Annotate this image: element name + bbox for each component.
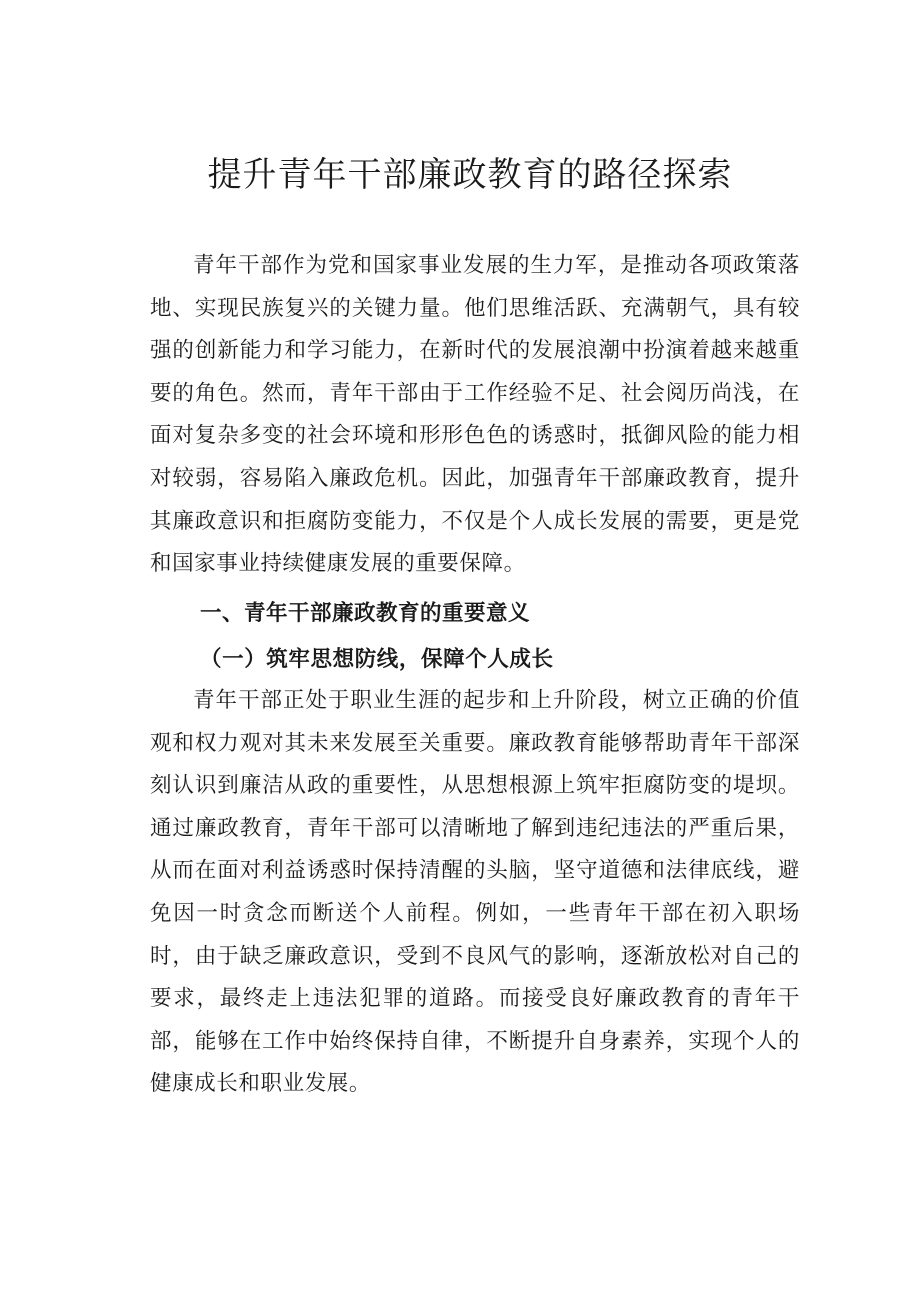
subsection-heading: （一）筑牢思想防线，保障个人成长	[200, 647, 554, 672]
intro-paragraph: 青年干部作为党和国家事业发展的生力军，是推动各项政策落地、实现民族复兴的关键力量。他们思维活跃、充满朝气，具有较强的创新能力和学习能力，在新时代的发展浪潮中扮演着越来越重要的角色。然而，青年干部由于工作经验不足、社会阅历尚浅，在面对复杂多变的社会环境和形形色色的诱惑时，抵御风险的能力相对较弱，容易陷入廉政危机。因此，加强青年干部廉政教育，提升其廉政意识和拒腐防变能力，不仅是个人成长发展的需要，更是党和国家事业持续健康发展的重要保障。	[150, 253, 800, 577]
document-title: 提升青年干部廉政教育的路径探索	[207, 155, 733, 195]
section-heading: 一、青年干部廉政教育的重要意义	[200, 601, 531, 626]
section-paragraph: 青年干部正处于职业生涯的起步和上升阶段，树立正确的价值观和权力观对其未来发展至关重要。廉政教育能够帮助青年干部深刻认识到廉洁从政的重要性，从思想根源上筑牢拒腐防变的堤坝。通过廉政教育，青年干部可以清晰地了解到违纪违法的严重后果，从而在面对利益诱惑时保持清醒的头脑，坚守道德和法律底线，避免因一时贪念而断送个人前程。例如，一些青年干部在初入职场时，由于缺乏廉政意识，受到不良风气的影响，逐渐放松对自己的要求，最终走上违法犯罪的道路。而接受良好廉政教育的青年干部，能够在工作中始终保持自律，不断提升自身素养，实现个人的健康成长和职业发展。	[150, 688, 800, 1097]
